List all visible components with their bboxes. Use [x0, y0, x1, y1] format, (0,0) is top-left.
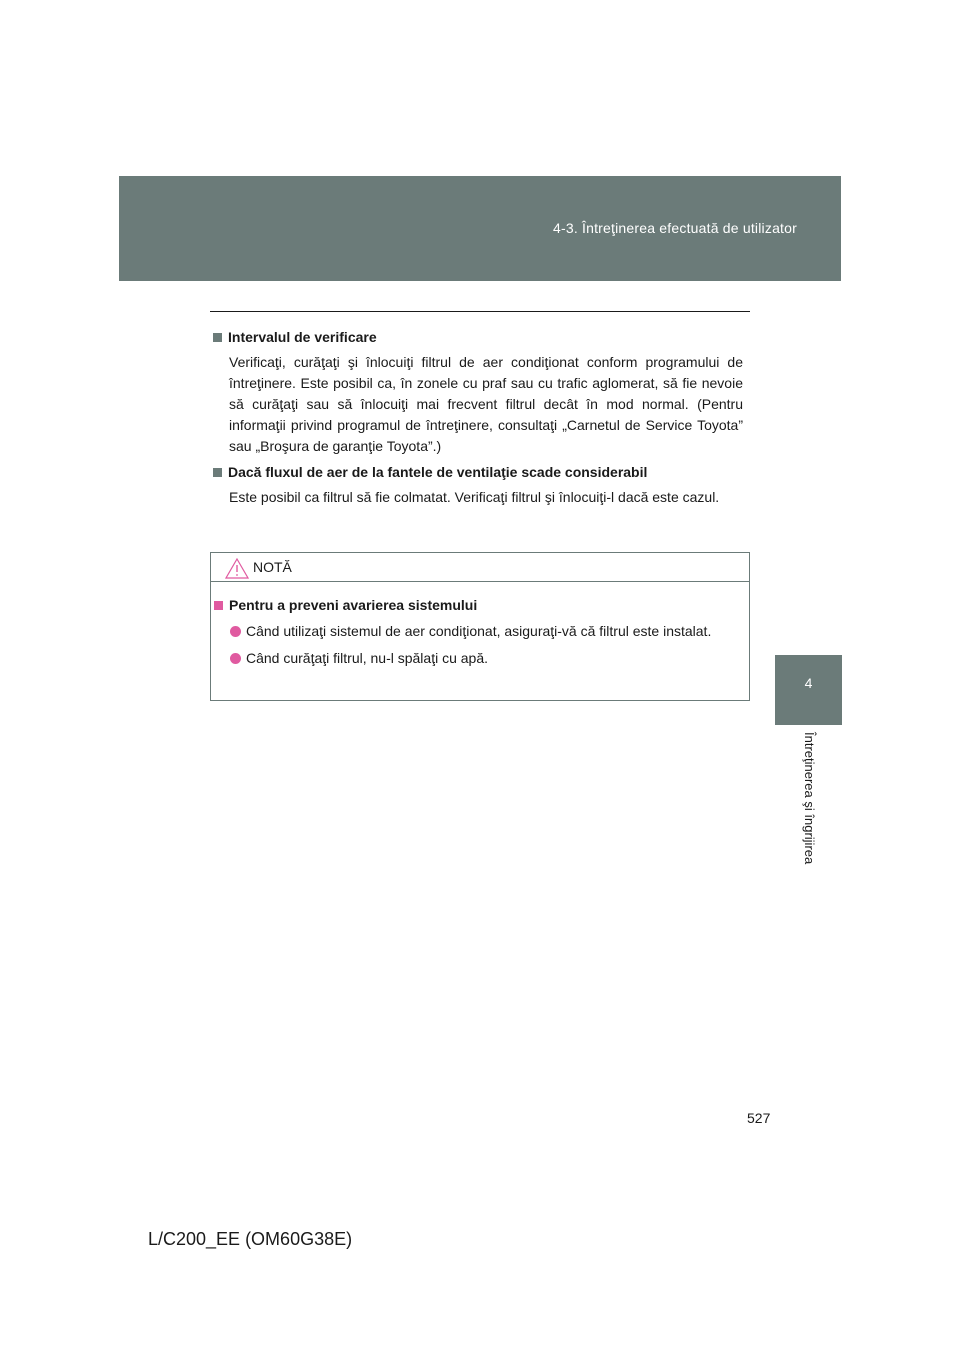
square-bullet-icon — [213, 333, 222, 342]
note-header — [211, 553, 749, 582]
section-paragraph: Este posibil ca filtrul să fie colmatat. Verificaţi filtrul şi înlocuiţi-l dacă este cazul. — [229, 489, 720, 505]
round-bullet-icon — [230, 653, 241, 664]
note-list-item — [230, 648, 743, 669]
section-heading-text: Dacă fluxul de aer de la fantele de ventilaţie scade considerabil — [228, 464, 648, 480]
section-heading-interval — [213, 327, 743, 347]
chapter-side-tab — [775, 655, 842, 725]
document-code: L/C200_EE (OM60G38E) — [148, 1229, 353, 1249]
note-item-text: Când curăţaţi filtrul, nu-l spălaţi cu apă. — [246, 650, 489, 666]
section-heading-airflow — [213, 462, 743, 482]
chapter-number: 4 — [804, 675, 813, 691]
section-title: 4-3. Întreţinerea efectuată de utilizator — [552, 220, 797, 236]
section-heading-text: Intervalul de verificare — [228, 329, 377, 345]
warning-triangle-icon — [225, 558, 249, 579]
chapter-header-band — [119, 176, 841, 281]
note-heading — [214, 595, 743, 615]
note-item-text: Când utilizaţi sistemul de aer condiţionat, asiguraţi-vă că filtrul este instalat. — [246, 623, 712, 639]
round-bullet-icon — [230, 626, 241, 637]
section-divider — [210, 311, 750, 312]
note-list-item — [230, 621, 743, 642]
square-bullet-icon — [214, 601, 223, 610]
page-number: 527 — [747, 1110, 771, 1126]
note-title: NOTĂ — [253, 559, 292, 575]
note-box — [210, 552, 750, 701]
square-bullet-icon — [213, 468, 222, 477]
note-body — [211, 582, 749, 669]
main-content — [213, 327, 743, 513]
chapter-side-label: Întreţinerea şi îngrijirea — [802, 732, 817, 865]
section-paragraph: Verificaţi, curăţaţi şi înlocuiţi filtrul de aer condiţionat conform programului de întreţinere. Este posibil ca, în zonele cu praf sau cu trafic aglomerat, să fie nevoie să curăţaţi sau să înlocuiţi mai frecvent filtrul decât în mod normal. (Pentru informaţii privind programul de întreţinere, consultaţi „Carnetul de Service Toyota” sau „Broşura de garanţie Toyota”.) — [229, 354, 743, 454]
note-heading-text: Pentru a preveni avarierea sistemului — [229, 597, 478, 613]
